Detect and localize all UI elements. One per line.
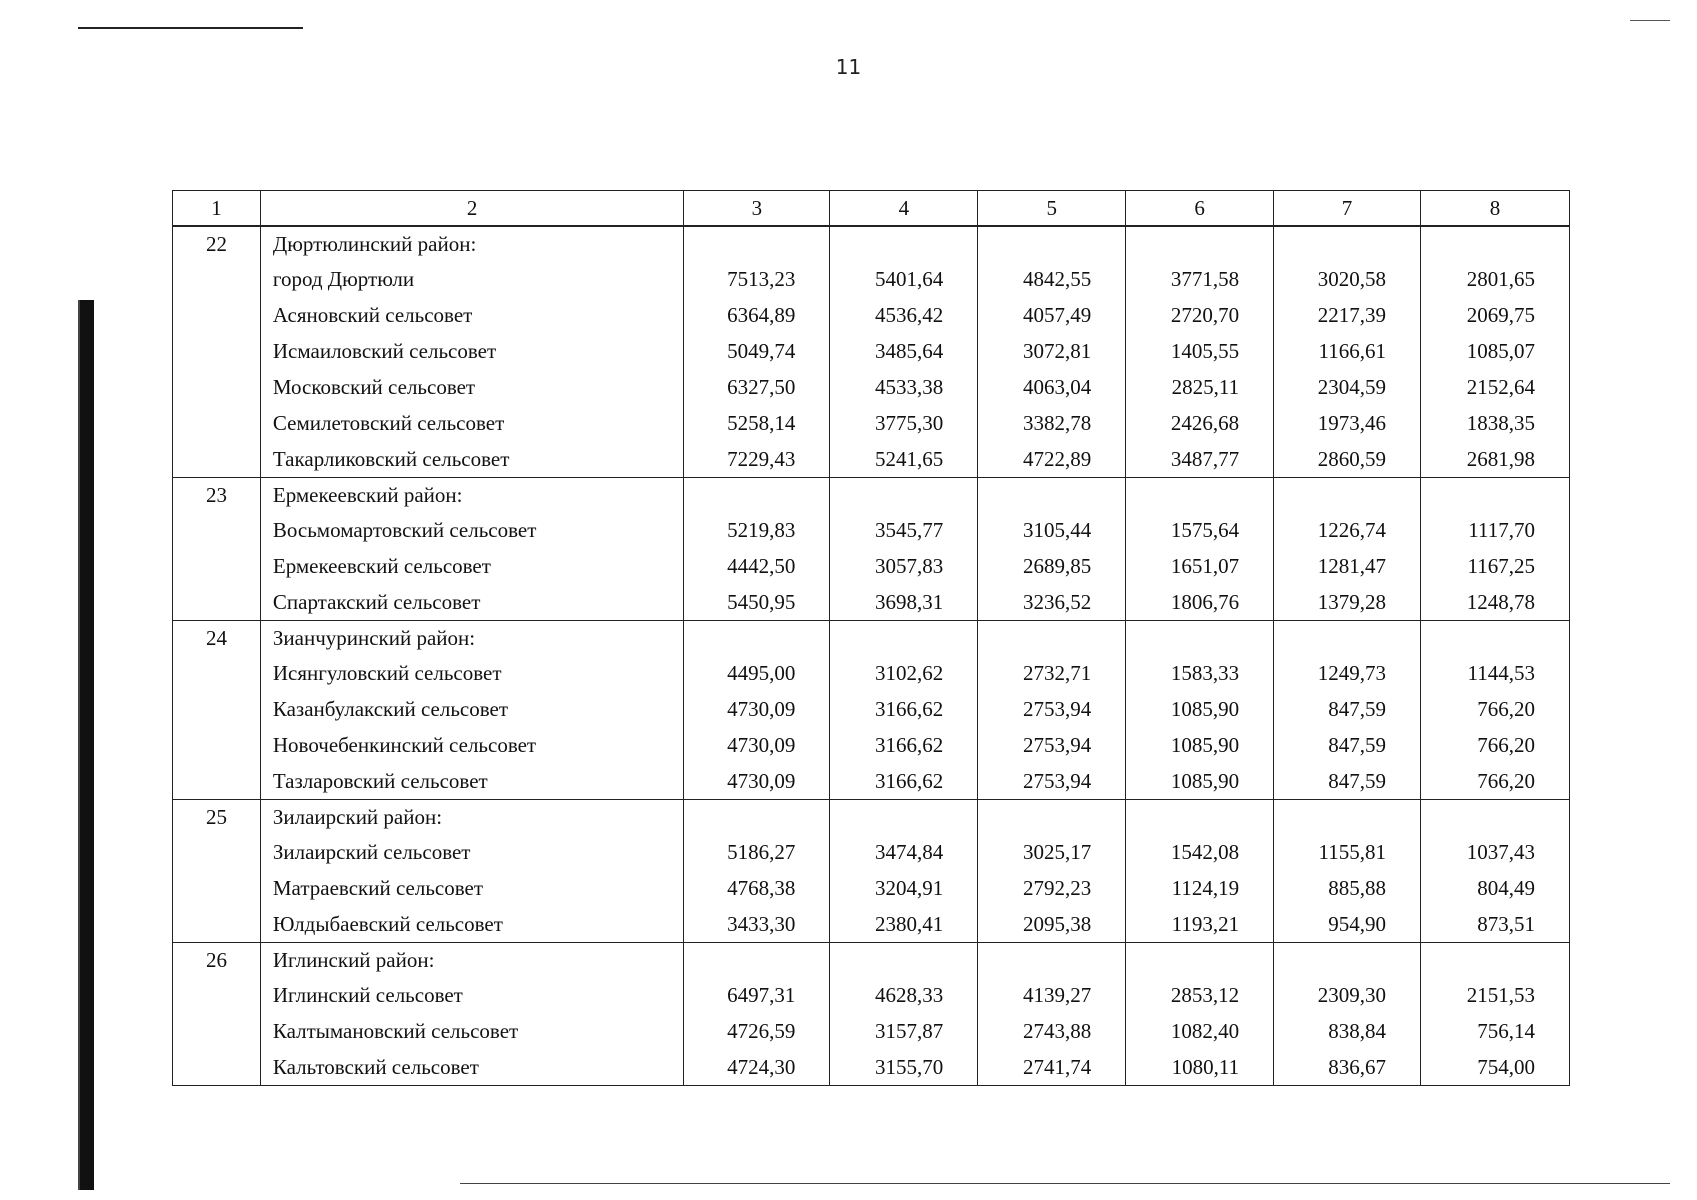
value-cell-col8: 1117,70 (1421, 512, 1570, 548)
value-cell-col4: 3204,91 (830, 870, 978, 906)
empty-cell (1126, 943, 1274, 978)
district-name: Иглинский район: (260, 943, 684, 978)
value-cell-col3: 4724,30 (684, 1049, 830, 1086)
value-cell-col7: 954,90 (1274, 906, 1421, 943)
empty-cell (978, 478, 1126, 513)
settlement-name: Матраевский сельсовет (260, 870, 684, 906)
empty-cell (1126, 621, 1274, 656)
header-cell: 1 (173, 191, 261, 227)
value-cell-col3: 5186,27 (684, 834, 830, 870)
value-cell-col4: 4628,33 (830, 977, 978, 1013)
empty-cell (1274, 478, 1421, 513)
settlement-name: город Дюртюли (260, 261, 684, 297)
empty-cell (1126, 226, 1274, 261)
value-cell-col7: 1973,46 (1274, 405, 1421, 441)
value-cell-col5: 4842,55 (978, 261, 1126, 297)
value-cell-col4: 3485,64 (830, 333, 978, 369)
empty-cell (978, 226, 1126, 261)
empty-cell (1126, 478, 1274, 513)
value-cell-col8: 2152,64 (1421, 369, 1570, 405)
scan-artifact-top-right-line (1630, 20, 1670, 21)
value-cell-col8: 766,20 (1421, 691, 1570, 727)
empty-cell (1274, 226, 1421, 261)
value-cell-col5: 2743,88 (978, 1013, 1126, 1049)
district-name: Ермекеевский район: (260, 478, 684, 513)
district-row (173, 800, 1570, 835)
table-row (173, 297, 1570, 333)
district-group (173, 226, 1570, 478)
district-name: Зилаирский район: (260, 800, 684, 835)
header-cell: 8 (1421, 191, 1570, 227)
value-cell-col6: 1085,90 (1126, 727, 1274, 763)
value-cell-col6: 1651,07 (1126, 548, 1274, 584)
value-cell-col4: 3545,77 (830, 512, 978, 548)
value-cell-col5: 3105,44 (978, 512, 1126, 548)
empty-cell (684, 226, 830, 261)
value-cell-col7: 1249,73 (1274, 655, 1421, 691)
value-cell-col8: 1838,35 (1421, 405, 1570, 441)
table-row (173, 1049, 1570, 1086)
empty-cell (684, 800, 830, 835)
value-cell-col7: 2860,59 (1274, 441, 1421, 478)
value-cell-col8: 2069,75 (1421, 297, 1570, 333)
settlement-name: Зилаирский сельсовет (260, 834, 684, 870)
value-cell-col5: 3025,17 (978, 834, 1126, 870)
district-number: 26 (173, 943, 261, 1086)
value-cell-col8: 1144,53 (1421, 655, 1570, 691)
district-name: Зианчуринский район: (260, 621, 684, 656)
value-cell-col3: 4768,38 (684, 870, 830, 906)
settlement-name: Спартакский сельсовет (260, 584, 684, 621)
district-row (173, 943, 1570, 978)
value-cell-col5: 4063,04 (978, 369, 1126, 405)
value-cell-col4: 3698,31 (830, 584, 978, 621)
header-cell: 4 (830, 191, 978, 227)
value-cell-col3: 5219,83 (684, 512, 830, 548)
value-cell-col8: 766,20 (1421, 727, 1570, 763)
value-cell-col8: 2801,65 (1421, 261, 1570, 297)
value-cell-col5: 3382,78 (978, 405, 1126, 441)
value-cell-col3: 4730,09 (684, 763, 830, 800)
table-row (173, 261, 1570, 297)
value-cell-col4: 3474,84 (830, 834, 978, 870)
value-cell-col4: 3166,62 (830, 763, 978, 800)
table-header (173, 191, 1570, 227)
value-cell-col4: 4533,38 (830, 369, 978, 405)
settlement-name: Исянгуловский сельсовет (260, 655, 684, 691)
district-group (173, 621, 1570, 800)
header-cell: 3 (684, 191, 830, 227)
table-row (173, 977, 1570, 1013)
value-cell-col6: 1193,21 (1126, 906, 1274, 943)
district-name: Дюртюлинский район: (260, 226, 684, 261)
district-group (173, 943, 1570, 1086)
data-table (172, 190, 1570, 1086)
value-cell-col5: 3072,81 (978, 333, 1126, 369)
header-cell: 2 (260, 191, 684, 227)
value-cell-col4: 3775,30 (830, 405, 978, 441)
value-cell-col5: 2732,71 (978, 655, 1126, 691)
value-cell-col8: 756,14 (1421, 1013, 1570, 1049)
empty-cell (1421, 621, 1570, 656)
district-number: 23 (173, 478, 261, 621)
empty-cell (830, 800, 978, 835)
value-cell-col4: 4536,42 (830, 297, 978, 333)
table-row (173, 763, 1570, 800)
value-cell-col5: 2753,94 (978, 727, 1126, 763)
value-cell-col5: 3236,52 (978, 584, 1126, 621)
value-cell-col7: 1379,28 (1274, 584, 1421, 621)
value-cell-col4: 5401,64 (830, 261, 978, 297)
value-cell-col7: 1166,61 (1274, 333, 1421, 369)
empty-cell (1421, 478, 1570, 513)
header-row (173, 191, 1570, 227)
value-cell-col6: 1080,11 (1126, 1049, 1274, 1086)
value-cell-col5: 2753,94 (978, 763, 1126, 800)
empty-cell (830, 621, 978, 656)
value-cell-col8: 1037,43 (1421, 834, 1570, 870)
value-cell-col3: 6497,31 (684, 977, 830, 1013)
value-cell-col5: 4057,49 (978, 297, 1126, 333)
empty-cell (1421, 943, 1570, 978)
empty-cell (684, 943, 830, 978)
district-row (173, 226, 1570, 261)
settlement-name: Исмаиловский сельсовет (260, 333, 684, 369)
scan-artifact-left-bar (80, 300, 94, 1190)
value-cell-col6: 1085,90 (1126, 691, 1274, 727)
settlement-name: Ермекеевский сельсовет (260, 548, 684, 584)
value-cell-col7: 2304,59 (1274, 369, 1421, 405)
value-cell-col7: 847,59 (1274, 763, 1421, 800)
settlement-name: Такарликовский сельсовет (260, 441, 684, 478)
value-cell-col8: 873,51 (1421, 906, 1570, 943)
value-cell-col6: 1575,64 (1126, 512, 1274, 548)
value-cell-col8: 1085,07 (1421, 333, 1570, 369)
value-cell-col3: 5450,95 (684, 584, 830, 621)
value-cell-col6: 1542,08 (1126, 834, 1274, 870)
empty-cell (1126, 800, 1274, 835)
value-cell-col4: 3157,87 (830, 1013, 978, 1049)
value-cell-col7: 2309,30 (1274, 977, 1421, 1013)
value-cell-col6: 1124,19 (1126, 870, 1274, 906)
settlement-name: Казанбулакский сельсовет (260, 691, 684, 727)
value-cell-col8: 766,20 (1421, 763, 1570, 800)
value-cell-col4: 3057,83 (830, 548, 978, 584)
empty-cell (1421, 800, 1570, 835)
scan-artifact-top-line (78, 27, 303, 29)
value-cell-col3: 4442,50 (684, 548, 830, 584)
district-number: 25 (173, 800, 261, 943)
value-cell-col8: 2151,53 (1421, 977, 1570, 1013)
value-cell-col6: 3771,58 (1126, 261, 1274, 297)
value-cell-col6: 3487,77 (1126, 441, 1274, 478)
scan-artifact-bottom-line (460, 1183, 1670, 1184)
value-cell-col8: 1248,78 (1421, 584, 1570, 621)
value-cell-col7: 847,59 (1274, 727, 1421, 763)
value-cell-col5: 4139,27 (978, 977, 1126, 1013)
empty-cell (830, 478, 978, 513)
value-cell-col6: 2426,68 (1126, 405, 1274, 441)
value-cell-col4: 2380,41 (830, 906, 978, 943)
value-cell-col7: 885,88 (1274, 870, 1421, 906)
settlement-name: Восьмомартовский сельсовет (260, 512, 684, 548)
empty-cell (978, 800, 1126, 835)
value-cell-col3: 6327,50 (684, 369, 830, 405)
district-row (173, 478, 1570, 513)
table-row (173, 727, 1570, 763)
district-number: 24 (173, 621, 261, 800)
table-row (173, 441, 1570, 478)
empty-cell (1274, 943, 1421, 978)
value-cell-col7: 1155,81 (1274, 834, 1421, 870)
empty-cell (684, 478, 830, 513)
table-row (173, 405, 1570, 441)
settlement-name: Иглинский сельсовет (260, 977, 684, 1013)
value-cell-col4: 3166,62 (830, 727, 978, 763)
empty-cell (1421, 226, 1570, 261)
value-cell-col8: 1167,25 (1421, 548, 1570, 584)
value-cell-col7: 3020,58 (1274, 261, 1421, 297)
value-cell-col7: 2217,39 (1274, 297, 1421, 333)
table-row (173, 548, 1570, 584)
value-cell-col8: 2681,98 (1421, 441, 1570, 478)
settlement-name: Асяновский сельсовет (260, 297, 684, 333)
header-cell: 6 (1126, 191, 1274, 227)
value-cell-col3: 4730,09 (684, 727, 830, 763)
table-row (173, 655, 1570, 691)
value-cell-col3: 7229,43 (684, 441, 830, 478)
district-row (173, 621, 1570, 656)
value-cell-col6: 2825,11 (1126, 369, 1274, 405)
page-number: 11 (835, 55, 862, 79)
value-cell-col3: 5049,74 (684, 333, 830, 369)
value-cell-col5: 2095,38 (978, 906, 1126, 943)
table-row (173, 870, 1570, 906)
table-row (173, 906, 1570, 943)
settlement-name: Новочебенкинский сельсовет (260, 727, 684, 763)
value-cell-col3: 4726,59 (684, 1013, 830, 1049)
empty-cell (978, 621, 1126, 656)
value-cell-col4: 3166,62 (830, 691, 978, 727)
table-row (173, 834, 1570, 870)
empty-cell (830, 943, 978, 978)
value-cell-col6: 2853,12 (1126, 977, 1274, 1013)
table-row (173, 691, 1570, 727)
value-cell-col7: 836,67 (1274, 1049, 1421, 1086)
value-cell-col5: 2753,94 (978, 691, 1126, 727)
value-cell-col6: 1085,90 (1126, 763, 1274, 800)
settlement-name: Тазларовский сельсовет (260, 763, 684, 800)
table-row (173, 1013, 1570, 1049)
settlement-name: Кальтовский сельсовет (260, 1049, 684, 1086)
value-cell-col3: 4495,00 (684, 655, 830, 691)
value-cell-col4: 3155,70 (830, 1049, 978, 1086)
table-row (173, 333, 1570, 369)
value-cell-col6: 1583,33 (1126, 655, 1274, 691)
value-cell-col6: 1082,40 (1126, 1013, 1274, 1049)
table-row (173, 584, 1570, 621)
value-cell-col7: 1281,47 (1274, 548, 1421, 584)
value-cell-col6: 2720,70 (1126, 297, 1274, 333)
table-row (173, 512, 1570, 548)
district-group (173, 478, 1570, 621)
value-cell-col5: 4722,89 (978, 441, 1126, 478)
value-cell-col7: 838,84 (1274, 1013, 1421, 1049)
settlement-name: Калтымановский сельсовет (260, 1013, 684, 1049)
value-cell-col5: 2792,23 (978, 870, 1126, 906)
value-cell-col6: 1806,76 (1126, 584, 1274, 621)
empty-cell (830, 226, 978, 261)
value-cell-col8: 804,49 (1421, 870, 1570, 906)
district-number: 22 (173, 226, 261, 478)
settlement-name: Московский сельсовет (260, 369, 684, 405)
empty-cell (978, 943, 1126, 978)
empty-cell (1274, 800, 1421, 835)
value-cell-col3: 3433,30 (684, 906, 830, 943)
value-cell-col6: 1405,55 (1126, 333, 1274, 369)
value-cell-col3: 4730,09 (684, 691, 830, 727)
value-cell-col5: 2689,85 (978, 548, 1126, 584)
settlement-name: Юлдыбаевский сельсовет (260, 906, 684, 943)
value-cell-col7: 1226,74 (1274, 512, 1421, 548)
header-cell: 7 (1274, 191, 1421, 227)
value-cell-col4: 5241,65 (830, 441, 978, 478)
value-cell-col7: 847,59 (1274, 691, 1421, 727)
value-cell-col8: 754,00 (1421, 1049, 1570, 1086)
empty-cell (1274, 621, 1421, 656)
value-cell-col5: 2741,74 (978, 1049, 1126, 1086)
header-cell: 5 (978, 191, 1126, 227)
district-group (173, 800, 1570, 943)
table-row (173, 369, 1570, 405)
value-cell-col3: 6364,89 (684, 297, 830, 333)
empty-cell (684, 621, 830, 656)
value-cell-col3: 7513,23 (684, 261, 830, 297)
settlement-name: Семилетовский сельсовет (260, 405, 684, 441)
value-cell-col4: 3102,62 (830, 655, 978, 691)
value-cell-col3: 5258,14 (684, 405, 830, 441)
